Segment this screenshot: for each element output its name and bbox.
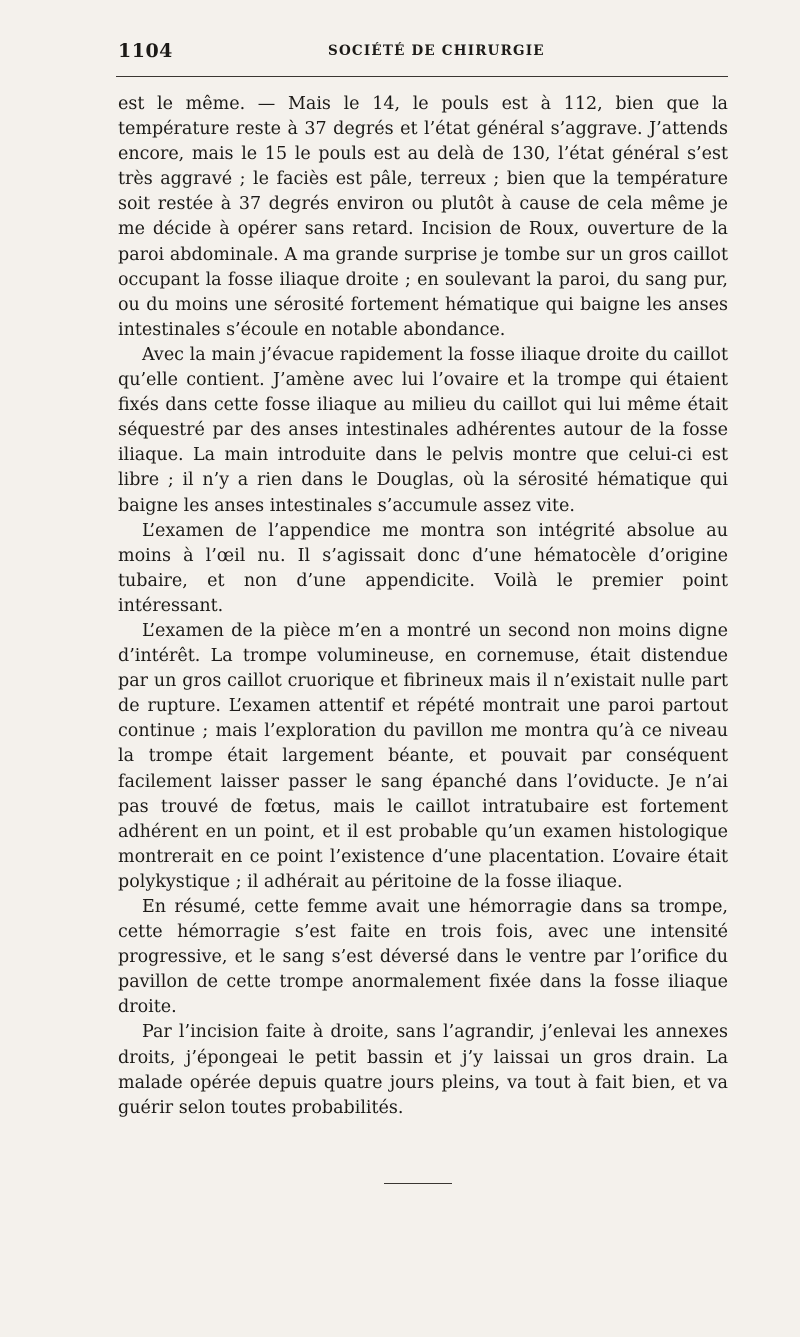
paragraph-5: En résumé, cette femme avait une hémorragie dans sa trompe, cette hémorragie s’est faite en trois fois, avec une intensité progressive, et le sang s’est déversé dans le ventre par l’orifice du pavillon de cette trompe anormalement fixée dans la fosse iliaque droite. xyxy=(118,897,728,1018)
paragraph-4: L’examen de la pièce m’en a montré un second non moins digne d’intérêt. La trompe volumineuse, en cornemuse, était distendue par un gros caillot cruorique et fibrineux mais il n’existait nulle part de rupture. L’examen attentif et répété montrait une paroi partout continue ; mais l’exploration du pavillon me montra qu’à ce niveau la trompe était largement béante, et pouvait par conséquent facilement laisser passer le sang épanché dans l’oviducte. Je n’ai pas trouvé de fœtus, mais le caillot intratubaire est fortement adhérent en un point, et il est probable qu’un examen histologique montrerait en ce point l’existence d’une placentation. L’ovaire était polykystique ; il adhérait au péritoine de la fosse iliaque. xyxy=(118,620,728,892)
running-title: SOCIÉTÉ DE CHIRURGIE xyxy=(328,43,545,59)
paragraph-1: est le même. — Mais le 14, le pouls est à 112, bien que la température reste à 37 degrés et l’état général s’aggrave. J’attends encore, mais le 15 le pouls est au delà de 130, l’état général s’est très aggravé ; le faciès est pâle, terreux ; bien que la température soit restée à 37 degrés environ ou plutôt à cause de cela même je me décide à opérer sans retard. Incision de Roux, ouverture de la paroi abdominale. A ma grande surprise je tombe sur un gros caillot occupant la fosse iliaque droite ; en soulevant la paroi, du sang pur, ou du moins une sérosité fortement hématique qui baigne les anses intestinales s’écoule en notable abondance. xyxy=(118,94,728,340)
body-text xyxy=(118,92,728,1121)
paragraph-3: L’examen de l’appendice me montra son intégrité absolue au moins à l’œil nu. Il s’agissait donc d’une hématocèle d’origine tubaire, et non d’une appendicite. Voilà le premier point intéressant. xyxy=(118,520,728,616)
page-header xyxy=(118,40,728,70)
paragraph-2: Avec la main j’évacue rapidement la fosse iliaque droite du caillot qu’elle contient. J’amène avec lui l’ovaire et la trompe qui étaient fixés dans cette fosse iliaque au milieu du caillot qui lui même était séquestré par des anses intestinales adhérentes autour de la fosse iliaque. La main introduite dans le pelvis montre que celui-ci est libre ; il n’y a rien dans le Douglas, où la sérosité hématique qui baigne les anses intestinales s’accumule assez vite. xyxy=(118,344,728,516)
paragraph-6: Par l’incision faite à droite, sans l’agrandir, j’enlevai les annexes droits, j’épongeai le petit bassin et j’y laissai un gros drain. La malade opérée depuis quatre jours pleins, va tout à fait bien, et va guérir selon toutes probabilités. xyxy=(118,1022,728,1118)
page-number: 1104 xyxy=(118,40,173,62)
section-end-rule xyxy=(384,1183,452,1184)
header-rule xyxy=(116,76,728,77)
